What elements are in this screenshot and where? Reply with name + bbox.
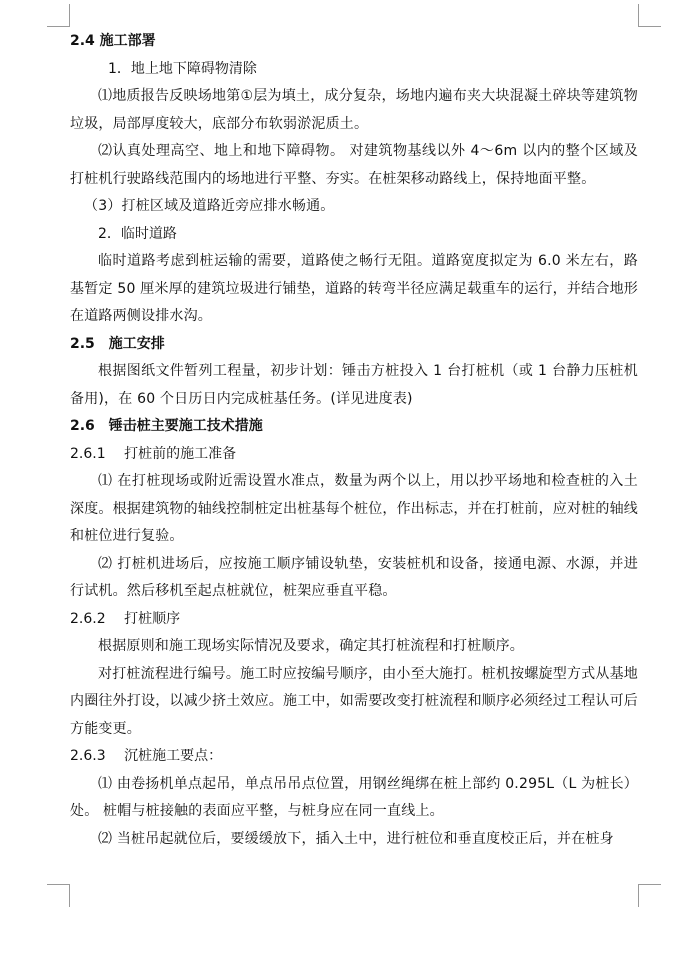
- subheading-2-6-3: 2.6.3 沉桩施工要点：: [70, 748, 223, 764]
- page-corner-mark-top-right: [638, 4, 661, 27]
- page-corner-mark-bottom-left: [47, 884, 70, 907]
- paragraph: 根据原则和施工现场实际情况及要求，确定其打桩流程和打桩顺序。: [98, 638, 524, 654]
- document-body: [70, 28, 638, 853]
- page-corner-mark-top-left: [47, 4, 70, 27]
- section-heading-2-5: 2.5 施工安排: [70, 335, 165, 352]
- paragraph: ⑵ 当桩吊起就位后，要缓缓放下，插入土中，进行桩位和垂直度校正后，并在桩身: [98, 830, 614, 847]
- section-heading-2-6: 2.6 锤击桩主要施工技术措施: [70, 418, 263, 434]
- paragraph: 临时道路考虑到桩运输的需要，道路使之畅行无阻。道路宽度拟定为 6.0 米左右，路基暂定 50 厘米厚的建筑垃圾进行铺垫，道路的转弯半径应满足载重车的运行，并结合地形在道路两侧设排水沟。: [70, 253, 638, 324]
- paragraph: （3）打桩区域及道路近旁应排水畅通。: [84, 198, 335, 214]
- section-heading-2-4: 2.4 施工部署: [70, 33, 156, 49]
- paragraph: ⑴ 在打桩现场或附近需设置水准点，数量为两个以上，用以抄平场地和检查桩的入土深度。根据建筑物的轴线控制桩定出桩基每个桩位，作出标志，并在打桩前，应对桩的轴线和桩位进行复验。: [70, 473, 638, 544]
- paragraph: ⑴ 由卷扬机单点起吊，单点吊吊点位置，用钢丝绳绑在桩上部约 0.295L（L 为桩长）处。 桩帽与桩接触的表面应平整，与桩身应在同一直线上。: [70, 775, 638, 819]
- paragraph: ⑵ 打桩机进场后，应按施工顺序铺设轨垫，安装桩机和设备，接通电源、水源，并进行试机。然后移机至起点桩就位，桩架应垂直平稳。: [70, 555, 638, 599]
- subheading-temporary-road: 2．临时道路: [98, 225, 177, 242]
- paragraph: ⑴地质报告反映场地第①层为填土，成分复杂，场地内遍布夹大块混凝土碎块等建筑物垃圾，局部厚度较大，底部分布软弱淤泥质土。: [70, 88, 638, 132]
- paragraph: 根据图纸文件暂列工程量，初步计划：锤击方桩投入 1 台打桩机（或 1 台静力压桩机备用)，在 60 个日历日内完成桩基任务。(详见进度表): [70, 363, 638, 407]
- page-corner-mark-bottom-right: [638, 884, 661, 907]
- subheading-2-6-2: 2.6.2 打桩顺序: [70, 610, 181, 627]
- paragraph: 对打桩流程进行编号。施工时应按编号顺序，由小至大施打。桩机按螺旋型方式从基地内圈往外打设，以减少挤土效应。施工中，如需要改变打桩流程和顺序必须经过工程认可后方能变更。: [70, 665, 638, 737]
- subheading-2-6-1: 2.6.1 打桩前的施工准备: [70, 445, 237, 462]
- paragraph: ⑵认真处理高空、地上和地下障碍物。 对建筑物基线以外 4～6m 以内的整个区域及打桩机行驶路线范围内的场地进行平整、夯实。在桩架移动路线上，保持地面平整。: [70, 143, 638, 187]
- subheading-obstacle-clearing: 1．地上地下障碍物清除: [108, 60, 257, 77]
